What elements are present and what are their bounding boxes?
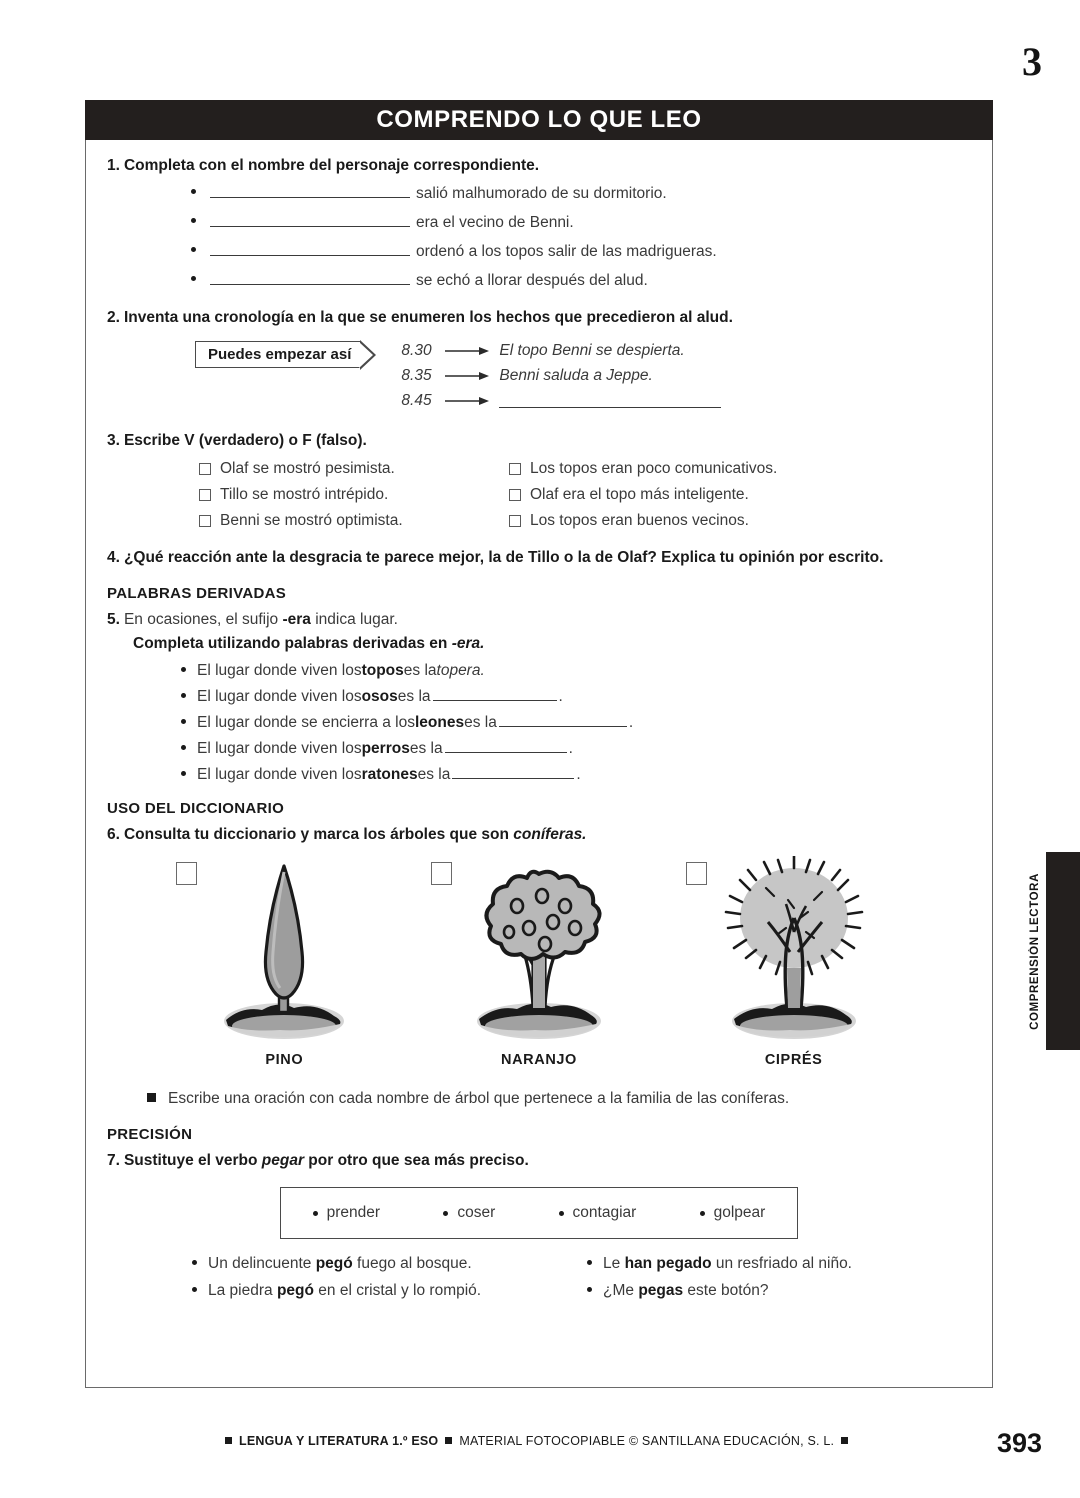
arrow-right-icon bbox=[445, 346, 489, 356]
true-false-item[interactable] bbox=[509, 512, 971, 530]
derived-word: osos bbox=[361, 687, 398, 705]
word-bank-label: coser bbox=[457, 1204, 496, 1222]
bullet-dot-icon bbox=[192, 1287, 197, 1292]
section-heading-uso-del-diccionario: USO DEL DICCIONARIO bbox=[107, 799, 285, 817]
answer-blank-input[interactable] bbox=[210, 241, 410, 256]
exercise-6-note-text: Escribe una oración con cada nombre de árbol que pertenece a la familia de las coníferas. bbox=[168, 1089, 790, 1107]
bullet-dot-icon bbox=[192, 1260, 197, 1265]
true-false-label: Los topos eran buenos vecinos. bbox=[530, 511, 749, 529]
bullet-dot-icon bbox=[587, 1260, 592, 1265]
derived-answer: topera. bbox=[436, 661, 485, 679]
sentence-verb: han pegado bbox=[624, 1255, 712, 1273]
chapter-number: 3 bbox=[1022, 39, 1042, 84]
checkbox-icon[interactable] bbox=[199, 489, 211, 501]
answer-blank-input[interactable] bbox=[452, 766, 574, 779]
banner-title: COMPRENDO LO QUE LEO bbox=[376, 106, 702, 133]
exercise-5-suffix: -era bbox=[282, 610, 311, 628]
sentence-item bbox=[192, 1282, 587, 1300]
true-false-item[interactable] bbox=[509, 486, 971, 504]
list-item bbox=[181, 688, 971, 706]
sentence-post: en el cristal y lo rompió. bbox=[313, 1282, 482, 1300]
answer-blank-input[interactable] bbox=[210, 270, 410, 285]
sentence-verb: pegó bbox=[315, 1255, 353, 1273]
list-item bbox=[191, 270, 971, 290]
bullet-dot-icon bbox=[587, 1287, 592, 1292]
word-bank-item[interactable] bbox=[313, 1204, 380, 1222]
chronology-block bbox=[195, 341, 971, 417]
list-item-label: se echó a llorar después del alud. bbox=[416, 271, 648, 289]
exercise-6-text: Consulta tu diccionario y marca los árboles que son bbox=[123, 825, 514, 843]
exercise-2-text: Inventa una cronología en la que se enumeren los hechos que precedieron al alud. bbox=[123, 308, 733, 326]
square-bullet-icon bbox=[225, 1437, 232, 1444]
exercise-5-sub-em: -era. bbox=[451, 634, 485, 652]
tree-option-pino[interactable] bbox=[169, 856, 399, 1068]
bullet-dot-icon bbox=[191, 189, 196, 194]
checkbox-icon[interactable] bbox=[509, 515, 521, 527]
answer-blank-input[interactable] bbox=[433, 688, 557, 701]
chronology-time: 8.35 bbox=[401, 366, 432, 384]
list-item bbox=[191, 241, 971, 261]
tree-art-container bbox=[439, 856, 639, 1046]
list-item bbox=[191, 183, 971, 203]
exercise-5-text-pre: En ocasiones, el sufijo bbox=[123, 610, 283, 628]
list-item bbox=[191, 212, 971, 232]
section-heading-palabras-derivadas: PALABRAS DERIVADAS bbox=[107, 584, 287, 602]
chronology-event: Benni saluda a Jeppe. bbox=[499, 366, 653, 384]
bullet-dot-icon bbox=[181, 667, 186, 672]
exercise-1-number: 1. bbox=[107, 157, 120, 174]
exercise-5-prompt bbox=[107, 610, 971, 631]
derived-word: leones bbox=[415, 713, 465, 731]
derived-mid: es la bbox=[417, 765, 451, 783]
bullet-dot-icon bbox=[181, 719, 186, 724]
exercise-7-sentences bbox=[192, 1255, 971, 1300]
list-item-label: ordenó a los topos salir de las madrigueras. bbox=[416, 242, 717, 260]
round-bushy-tree-icon bbox=[694, 856, 894, 1046]
exercise-5-text-post: indica lugar. bbox=[310, 610, 398, 628]
derived-answer: . bbox=[628, 713, 634, 731]
footer-credits bbox=[218, 1434, 855, 1448]
bullet-dot-icon bbox=[181, 771, 186, 776]
chronology-blank-input[interactable] bbox=[499, 394, 721, 408]
bullet-dot-icon bbox=[559, 1211, 564, 1216]
bullet-dot-icon bbox=[191, 276, 196, 281]
tree-label: CIPRÉS bbox=[764, 1051, 823, 1068]
hint-tag-label: Puedes empezar así bbox=[208, 345, 352, 363]
sentence-pre: Un delincuente bbox=[208, 1255, 316, 1273]
chronology-time: 8.30 bbox=[401, 341, 432, 359]
derived-pre: El lugar donde viven los bbox=[197, 661, 362, 679]
exercise-1-text: Completa con el nombre del personaje correspondiente. bbox=[123, 157, 540, 174]
exercise-4-number: 4. bbox=[107, 548, 120, 566]
sentence-post: fuego al bosque. bbox=[352, 1255, 472, 1273]
square-bullet-icon bbox=[445, 1437, 452, 1444]
exercise-5 bbox=[107, 610, 971, 784]
sentence-post: este botón? bbox=[683, 1282, 769, 1300]
sentence-item bbox=[587, 1255, 971, 1273]
bullet-dot-icon bbox=[181, 745, 186, 750]
list-item-label: salió malhumorado de su dormitorio. bbox=[416, 184, 667, 202]
footer-book-title: LENGUA Y LITERATURA 1.º ESO bbox=[239, 1434, 439, 1448]
true-false-label: Olaf era el topo más inteligente. bbox=[530, 485, 749, 503]
sentence-item bbox=[587, 1282, 971, 1300]
chronology-row bbox=[401, 342, 721, 360]
derived-pre: El lugar donde viven los bbox=[197, 739, 362, 757]
exercise-5-sub-pre: Completa utilizando palabras derivadas en bbox=[133, 634, 452, 652]
tree-label: PINO bbox=[265, 1051, 304, 1068]
arrow-right-icon bbox=[445, 396, 489, 406]
checkbox-icon[interactable] bbox=[509, 489, 521, 501]
derived-word: ratones bbox=[361, 765, 418, 783]
tree-option-cipres[interactable] bbox=[679, 856, 909, 1068]
tree-options-row bbox=[107, 856, 971, 1068]
derived-pre: El lugar donde viven los bbox=[197, 687, 362, 705]
derived-mid: es la bbox=[397, 687, 431, 705]
exercise-2 bbox=[107, 308, 971, 417]
list-item-label: era el vecino de Benni. bbox=[416, 213, 574, 231]
square-bullet-icon bbox=[147, 1093, 156, 1102]
word-bank-item[interactable] bbox=[700, 1204, 766, 1222]
sentence-verb: pegó bbox=[276, 1282, 314, 1300]
exercise-3-prompt bbox=[107, 431, 971, 452]
worksheet-content bbox=[85, 140, 993, 1388]
exercise-4-text: ¿Qué reacción ante la desgracia te parece mejor, la de Tillo o la de Olaf? Explica tu opinión por escrito. bbox=[123, 548, 884, 566]
exercise-3-text: Escribe V (verdadero) o F (falso). bbox=[123, 431, 367, 449]
exercise-1 bbox=[107, 156, 971, 290]
exercise-4 bbox=[107, 548, 971, 569]
bullet-dot-icon bbox=[443, 1211, 448, 1216]
derived-pre: El lugar donde viven los bbox=[197, 765, 362, 783]
side-tab-marker bbox=[1046, 852, 1080, 1050]
exercise-4-prompt bbox=[107, 548, 971, 569]
list-item bbox=[181, 714, 971, 732]
exercise-1-prompt bbox=[107, 156, 971, 177]
chronology-time: 8.45 bbox=[401, 391, 432, 409]
side-tab-label-wrap bbox=[1026, 852, 1044, 1050]
exercise-5-subinstruction bbox=[133, 635, 971, 653]
worksheet-banner bbox=[85, 100, 993, 140]
answer-blank-input[interactable] bbox=[210, 212, 410, 227]
derived-mid: es la bbox=[409, 739, 443, 757]
exercise-2-prompt bbox=[107, 308, 971, 329]
tree-checkbox-icon[interactable] bbox=[686, 862, 707, 885]
tree-option-naranjo[interactable] bbox=[424, 856, 654, 1068]
derived-pre: El lugar donde se encierra a los bbox=[197, 713, 415, 731]
sentence-pre: ¿Me bbox=[603, 1282, 639, 1300]
derived-word: perros bbox=[361, 739, 410, 757]
true-false-label: Los topos eran poco comunicativos. bbox=[530, 459, 778, 477]
word-bank-label: contagiar bbox=[572, 1204, 637, 1222]
answer-blank-input[interactable] bbox=[210, 183, 410, 198]
true-false-item[interactable] bbox=[199, 460, 509, 478]
exercise-5-number: 5. bbox=[107, 610, 120, 628]
list-item bbox=[181, 662, 971, 680]
bullet-dot-icon bbox=[700, 1211, 705, 1216]
chronology-rows bbox=[401, 341, 721, 417]
derived-answer: . bbox=[558, 687, 563, 705]
page-footer bbox=[0, 1428, 1080, 1472]
chronology-row bbox=[401, 392, 721, 410]
bullet-dot-icon bbox=[313, 1211, 318, 1216]
exercise-3 bbox=[107, 431, 971, 530]
square-bullet-icon bbox=[841, 1437, 848, 1444]
list-item bbox=[181, 766, 971, 784]
page-number: 393 bbox=[996, 1428, 1042, 1458]
true-false-item[interactable] bbox=[509, 460, 971, 478]
true-false-label: Benni se mostró optimista. bbox=[220, 511, 403, 529]
true-false-grid bbox=[199, 460, 971, 530]
tree-checkbox-icon[interactable] bbox=[431, 862, 452, 885]
exercise-7-prompt bbox=[107, 1151, 971, 1172]
checkbox-icon[interactable] bbox=[199, 463, 211, 475]
bullet-dot-icon bbox=[191, 218, 196, 223]
bullet-dot-icon bbox=[181, 693, 186, 698]
bullet-dot-icon bbox=[191, 247, 196, 252]
side-tab-label: COMPRENSIÓN LECTORA bbox=[1029, 872, 1041, 1030]
exercise-6 bbox=[107, 825, 971, 1108]
exercise-7-number: 7. bbox=[107, 1151, 120, 1169]
footer-copyright: MATERIAL FOTOCOPIABLE © SANTILLANA EDUCACIÓN, S. L. bbox=[459, 1434, 835, 1448]
chronology-event: El topo Benni se despierta. bbox=[499, 341, 685, 359]
word-bank-item[interactable] bbox=[559, 1204, 637, 1222]
derived-answer: . bbox=[568, 739, 573, 757]
exercise-7-text-pre: Sustituye el verbo bbox=[123, 1151, 262, 1169]
derived-words-list bbox=[107, 662, 971, 784]
true-false-label: Olaf se mostró pesimista. bbox=[220, 459, 395, 477]
true-false-label: Tillo se mostró intrépido. bbox=[220, 485, 389, 503]
derived-word: topos bbox=[361, 661, 404, 679]
word-bank-label: prender bbox=[326, 1204, 381, 1222]
answer-blank-input[interactable] bbox=[499, 714, 627, 727]
cypress-tall-tree-icon bbox=[184, 856, 384, 1046]
sentence-pre: Le bbox=[603, 1255, 625, 1273]
word-bank-item[interactable] bbox=[443, 1204, 495, 1222]
sentence-verb: pegas bbox=[638, 1282, 684, 1300]
exercise-2-number: 2. bbox=[107, 308, 120, 326]
tree-art-container bbox=[184, 856, 384, 1046]
chronology-row bbox=[401, 367, 721, 385]
tree-art-container bbox=[694, 856, 894, 1046]
sentence-post: un resfriado al niño. bbox=[711, 1255, 852, 1273]
exercise-7 bbox=[107, 1151, 971, 1301]
sentence-pre: La piedra bbox=[208, 1282, 277, 1300]
checkbox-icon[interactable] bbox=[509, 463, 521, 475]
derived-mid: es la bbox=[464, 713, 497, 731]
hint-tag-arrow bbox=[195, 341, 361, 368]
exercise-3-number: 3. bbox=[107, 431, 120, 449]
word-bank-box bbox=[280, 1187, 798, 1239]
tree-checkbox-icon[interactable] bbox=[176, 862, 197, 885]
sentence-item bbox=[192, 1255, 587, 1273]
section-heading-precision: PRECISIÓN bbox=[107, 1125, 193, 1143]
true-false-item[interactable] bbox=[199, 486, 509, 504]
exercise-7-verb: pegar bbox=[261, 1151, 304, 1169]
list-item bbox=[181, 740, 971, 758]
true-false-item[interactable] bbox=[199, 512, 509, 530]
exercise-1-list bbox=[107, 183, 971, 290]
word-bank-label: golpear bbox=[713, 1204, 766, 1222]
tree-label: NARANJO bbox=[501, 1051, 577, 1068]
derived-mid: es la bbox=[403, 661, 437, 679]
exercise-7-text-post: por otro que sea más preciso. bbox=[303, 1151, 529, 1169]
orange-fruit-tree-icon bbox=[439, 856, 639, 1046]
exercise-6-number: 6. bbox=[107, 825, 120, 843]
arrow-right-icon bbox=[445, 371, 489, 381]
answer-blank-input[interactable] bbox=[445, 740, 567, 753]
derived-answer: . bbox=[576, 765, 581, 783]
exercise-6-prompt bbox=[107, 825, 971, 846]
exercise-6-note bbox=[147, 1090, 971, 1108]
checkbox-icon[interactable] bbox=[199, 515, 211, 527]
exercise-6-em: coníferas. bbox=[513, 825, 587, 843]
